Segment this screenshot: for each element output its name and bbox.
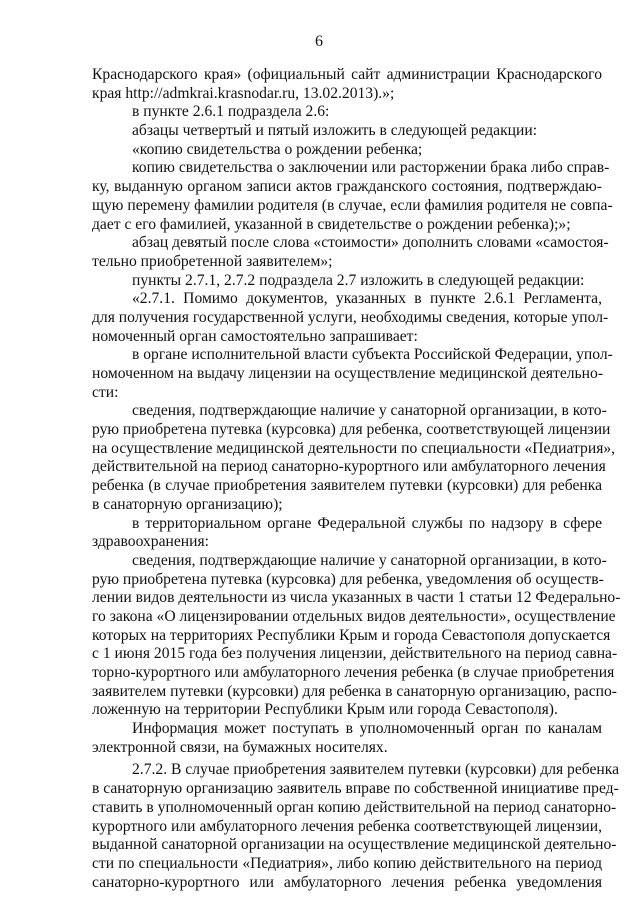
- text-line: края http://admkrai.krasnodar.ru, 13.02.2013).»;: [92, 84, 395, 102]
- text-line: го закона «О лицензировании отдельных видов деятельности», осуществление: [92, 607, 616, 625]
- text-line: здравоохранения:: [92, 533, 209, 551]
- text-line: электронной связи, на бумажных носителях.: [92, 738, 388, 756]
- text-line: дает с его фамилией, указанной в свидетельстве о рождении ребенка);»;: [92, 215, 571, 233]
- text-line: копию свидетельства о заключении или расторжении брака либо справ-: [132, 159, 610, 177]
- text-line: ку, выданную органом записи актов гражданского состояния, подтверждаю-: [92, 178, 602, 196]
- text-line: сти:: [92, 383, 119, 401]
- text-line: для получения государственной услуги, необходимы сведения, которые упол-: [92, 308, 609, 326]
- text-line: в органе исполнительной власти субъекта Российской Федерации, упол-: [132, 346, 613, 364]
- text-line: тельно приобретенной заявителем»;: [92, 252, 333, 270]
- text-line: абзац девятый после слова «стоимости» дополнить словами «самостоя-: [132, 234, 609, 252]
- text-line: сведения, подтверждающие наличие у санаторной организации, в кото-: [132, 551, 607, 569]
- text-line: курортного или амбулаторного лечения ребенка соответствующей лицензии,: [92, 817, 602, 835]
- document-body: [92, 66, 621, 892]
- text-line: Краснодарского края» (официальный сайт администрации Краснодарского: [92, 66, 602, 83]
- text-line: в санаторную организацию заявитель вправе по собственной инициативе пред-: [92, 780, 619, 798]
- text-line: сведения, подтверждающие наличие у санаторной организации, в кото-: [132, 402, 607, 420]
- text-line: действительной на период санаторно-курортного или амбулаторного лечения: [92, 458, 606, 476]
- text-line: в территориальном органе Федеральной службы по надзору в сфере: [132, 514, 602, 532]
- text-line: «2.7.1. Помимо документов, указанных в пункте 2.6.1 Регламента,: [132, 290, 602, 308]
- text-line: заявителем путевки (курсовки) для ребенка в санаторную организацию, распо-: [92, 682, 617, 700]
- text-line: на осуществление медицинской деятельности по специальности «Педиатрия»,: [92, 439, 616, 457]
- text-line: щую перемену фамилии родителя (в случае, если фамилия родителя не совпа-: [92, 196, 613, 214]
- text-line: в пункте 2.6.1 подраздела 2.6:: [132, 103, 330, 121]
- text-line: в санаторную организацию);: [92, 495, 283, 513]
- text-line: номоченный орган самостоятельно запрашивает:: [92, 327, 418, 345]
- text-line: рую приобретена путевка (курсовка) для ребенка, соответствующей лицензии: [92, 421, 611, 439]
- text-line: которых на территориях Республики Крым и города Севастополя допускается: [92, 626, 611, 644]
- text-line: ставить в уполномоченный орган копию действительной на период санаторно-: [92, 798, 617, 816]
- text-line: номоченном на выдачу лицензии на осуществление медицинской деятельно-: [92, 365, 604, 382]
- text-line: сти по специальности «Педиатрия», либо копию действительного на период: [92, 854, 602, 872]
- text-line: ребенка (в случае приобретения заявителем путевки (курсовки) для ребенка: [92, 477, 602, 495]
- page-number: 6: [315, 33, 323, 50]
- text-line: рую приобретена путевка (курсовка) для ребенка, уведомления об осуществ-: [92, 570, 604, 588]
- text-line: с 1 июня 2015 года без получения лицензии, действительного на период савна-: [92, 645, 618, 663]
- text-line: абзацы четвертый и пятый изложить в следующей редакции:: [132, 122, 538, 140]
- text-line: ложенную на территории Республики Крым или города Севастополя).: [92, 701, 558, 719]
- text-line: 2.7.2. В случае приобретения заявителем путевки (курсовки) для ребенка: [132, 761, 620, 779]
- text-line: лении видов деятельности из числа указанных в части 1 статьи 12 Федерально-: [92, 589, 621, 607]
- text-line: «копию свидетельства о рождении ребенка;: [132, 140, 423, 158]
- text-line: Информация может поступать в уполномоченный орган по каналам: [132, 720, 602, 738]
- text-line: выданной санаторной организации на осуществление медицинской деятельно-: [92, 836, 617, 854]
- text-line: пункты 2.7.1, 2.7.2 подраздела 2.7 изложить в следующей редакции:: [132, 271, 585, 289]
- text-line: торно-курортного или амбулаторного лечения ребенка (в случае приобретения: [92, 664, 615, 681]
- text-line: санаторно-курортного или амбулаторного лечения ребенка уведомления: [92, 873, 602, 891]
